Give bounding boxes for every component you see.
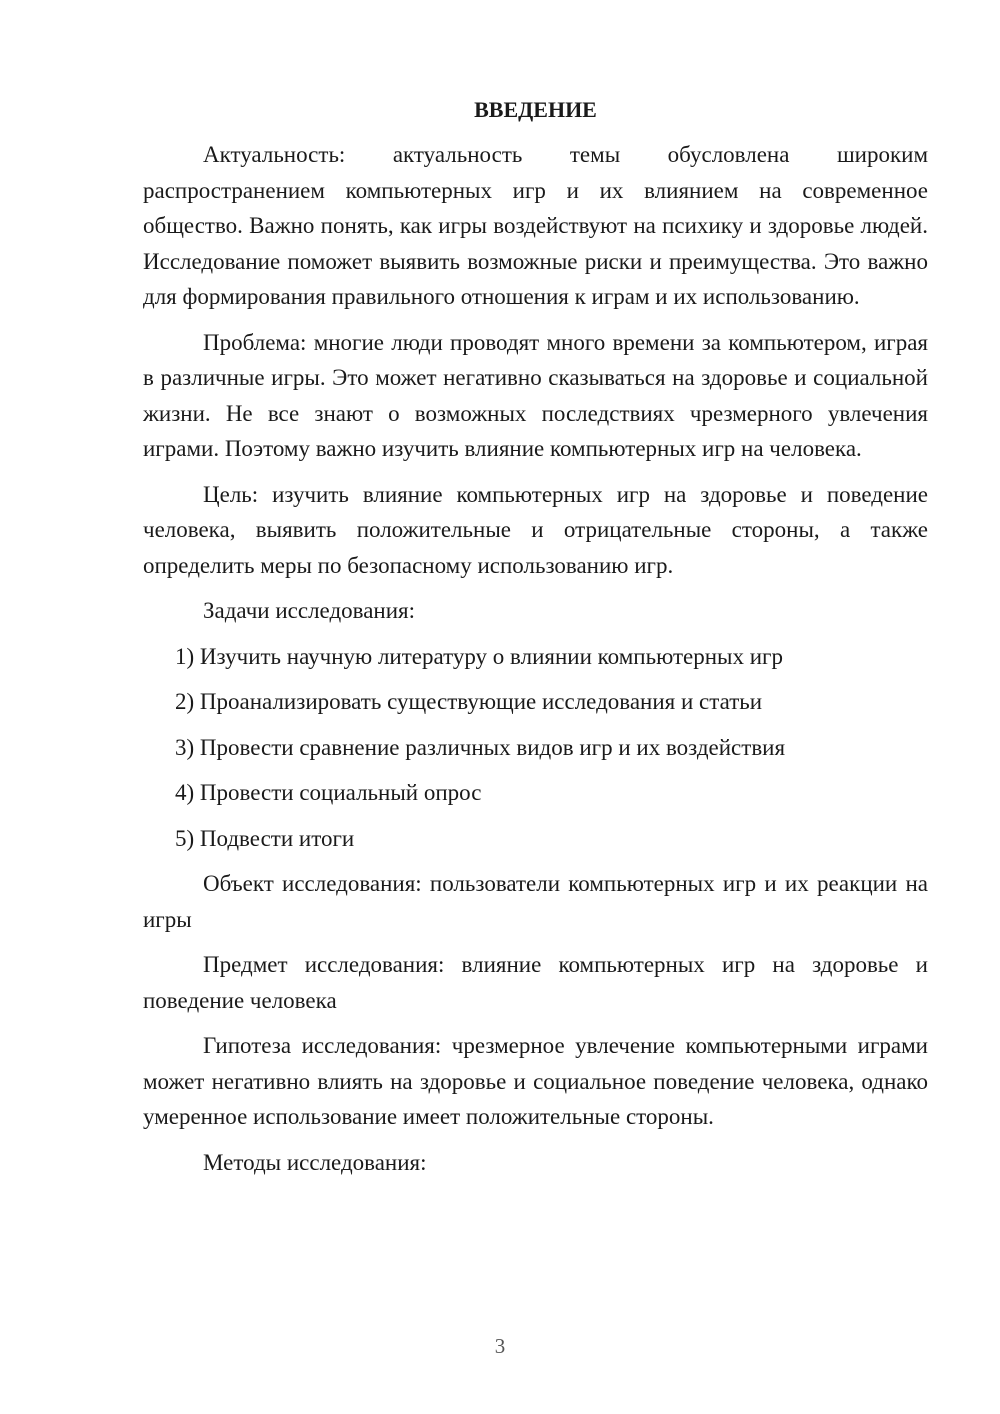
paragraph-relevance: Актуальность: актуальность темы обусловлена широким распространением компьютерных игр и их влиянием на современное общество. Важно понять, как игры воздействуют на психику и здоровье людей. Исследование поможет выявить возможные риски и преимущества. Это важно для формирования правильного отношения к играм и их использованию. bbox=[143, 142, 928, 309]
task-item: 4) Провести социальный опрос bbox=[175, 780, 482, 805]
page-number: 3 bbox=[494, 1334, 506, 1358]
section-title: ВВЕДЕНИЕ bbox=[474, 97, 597, 122]
paragraph-goal: Цель: изучить влияние компьютерных игр на здоровье и поведение человека, выявить положительные и отрицательные стороны, а также определить меры по безопасному использованию игр. bbox=[143, 481, 928, 578]
document-page bbox=[143, 92, 928, 1190]
tasks-list bbox=[143, 639, 928, 857]
tasks-heading: Задачи исследования: bbox=[203, 598, 416, 623]
task-item: 1) Изучить научную литературу о влиянии компьютерных игр bbox=[175, 643, 783, 669]
methods-heading: Методы исследования: bbox=[203, 1149, 427, 1175]
paragraph-object: Объект исследования: пользователи компьютерных игр и их реакции на игры bbox=[143, 871, 928, 932]
task-item: 3) Провести сравнение различных видов игр и их воздействия bbox=[175, 734, 786, 760]
paragraph-problem: Проблема: многие люди проводят много времени за компьютером, играя в различные игры. Это может негативно сказываться на здоровье и социальной жизни. Не все знают о возможных последствиях чрезмерного увлечения играми. Поэтому важно изучить влияние компьютерных игр на человека. bbox=[143, 329, 928, 461]
task-item: 5) Подвести итоги bbox=[175, 825, 355, 851]
task-item: 2) Проанализировать существующие исследования и статьи bbox=[175, 689, 763, 714]
paragraph-subject: Предмет исследования: влияние компьютерных игр на здоровье и поведение человека bbox=[143, 952, 928, 1013]
paragraph-hypothesis: Гипотеза исследования: чрезмерное увлечение компьютерными играми может негативно влиять на здоровье и социальное поведение человека, однако умеренное использование имеет положительные стороны. bbox=[143, 1033, 928, 1129]
